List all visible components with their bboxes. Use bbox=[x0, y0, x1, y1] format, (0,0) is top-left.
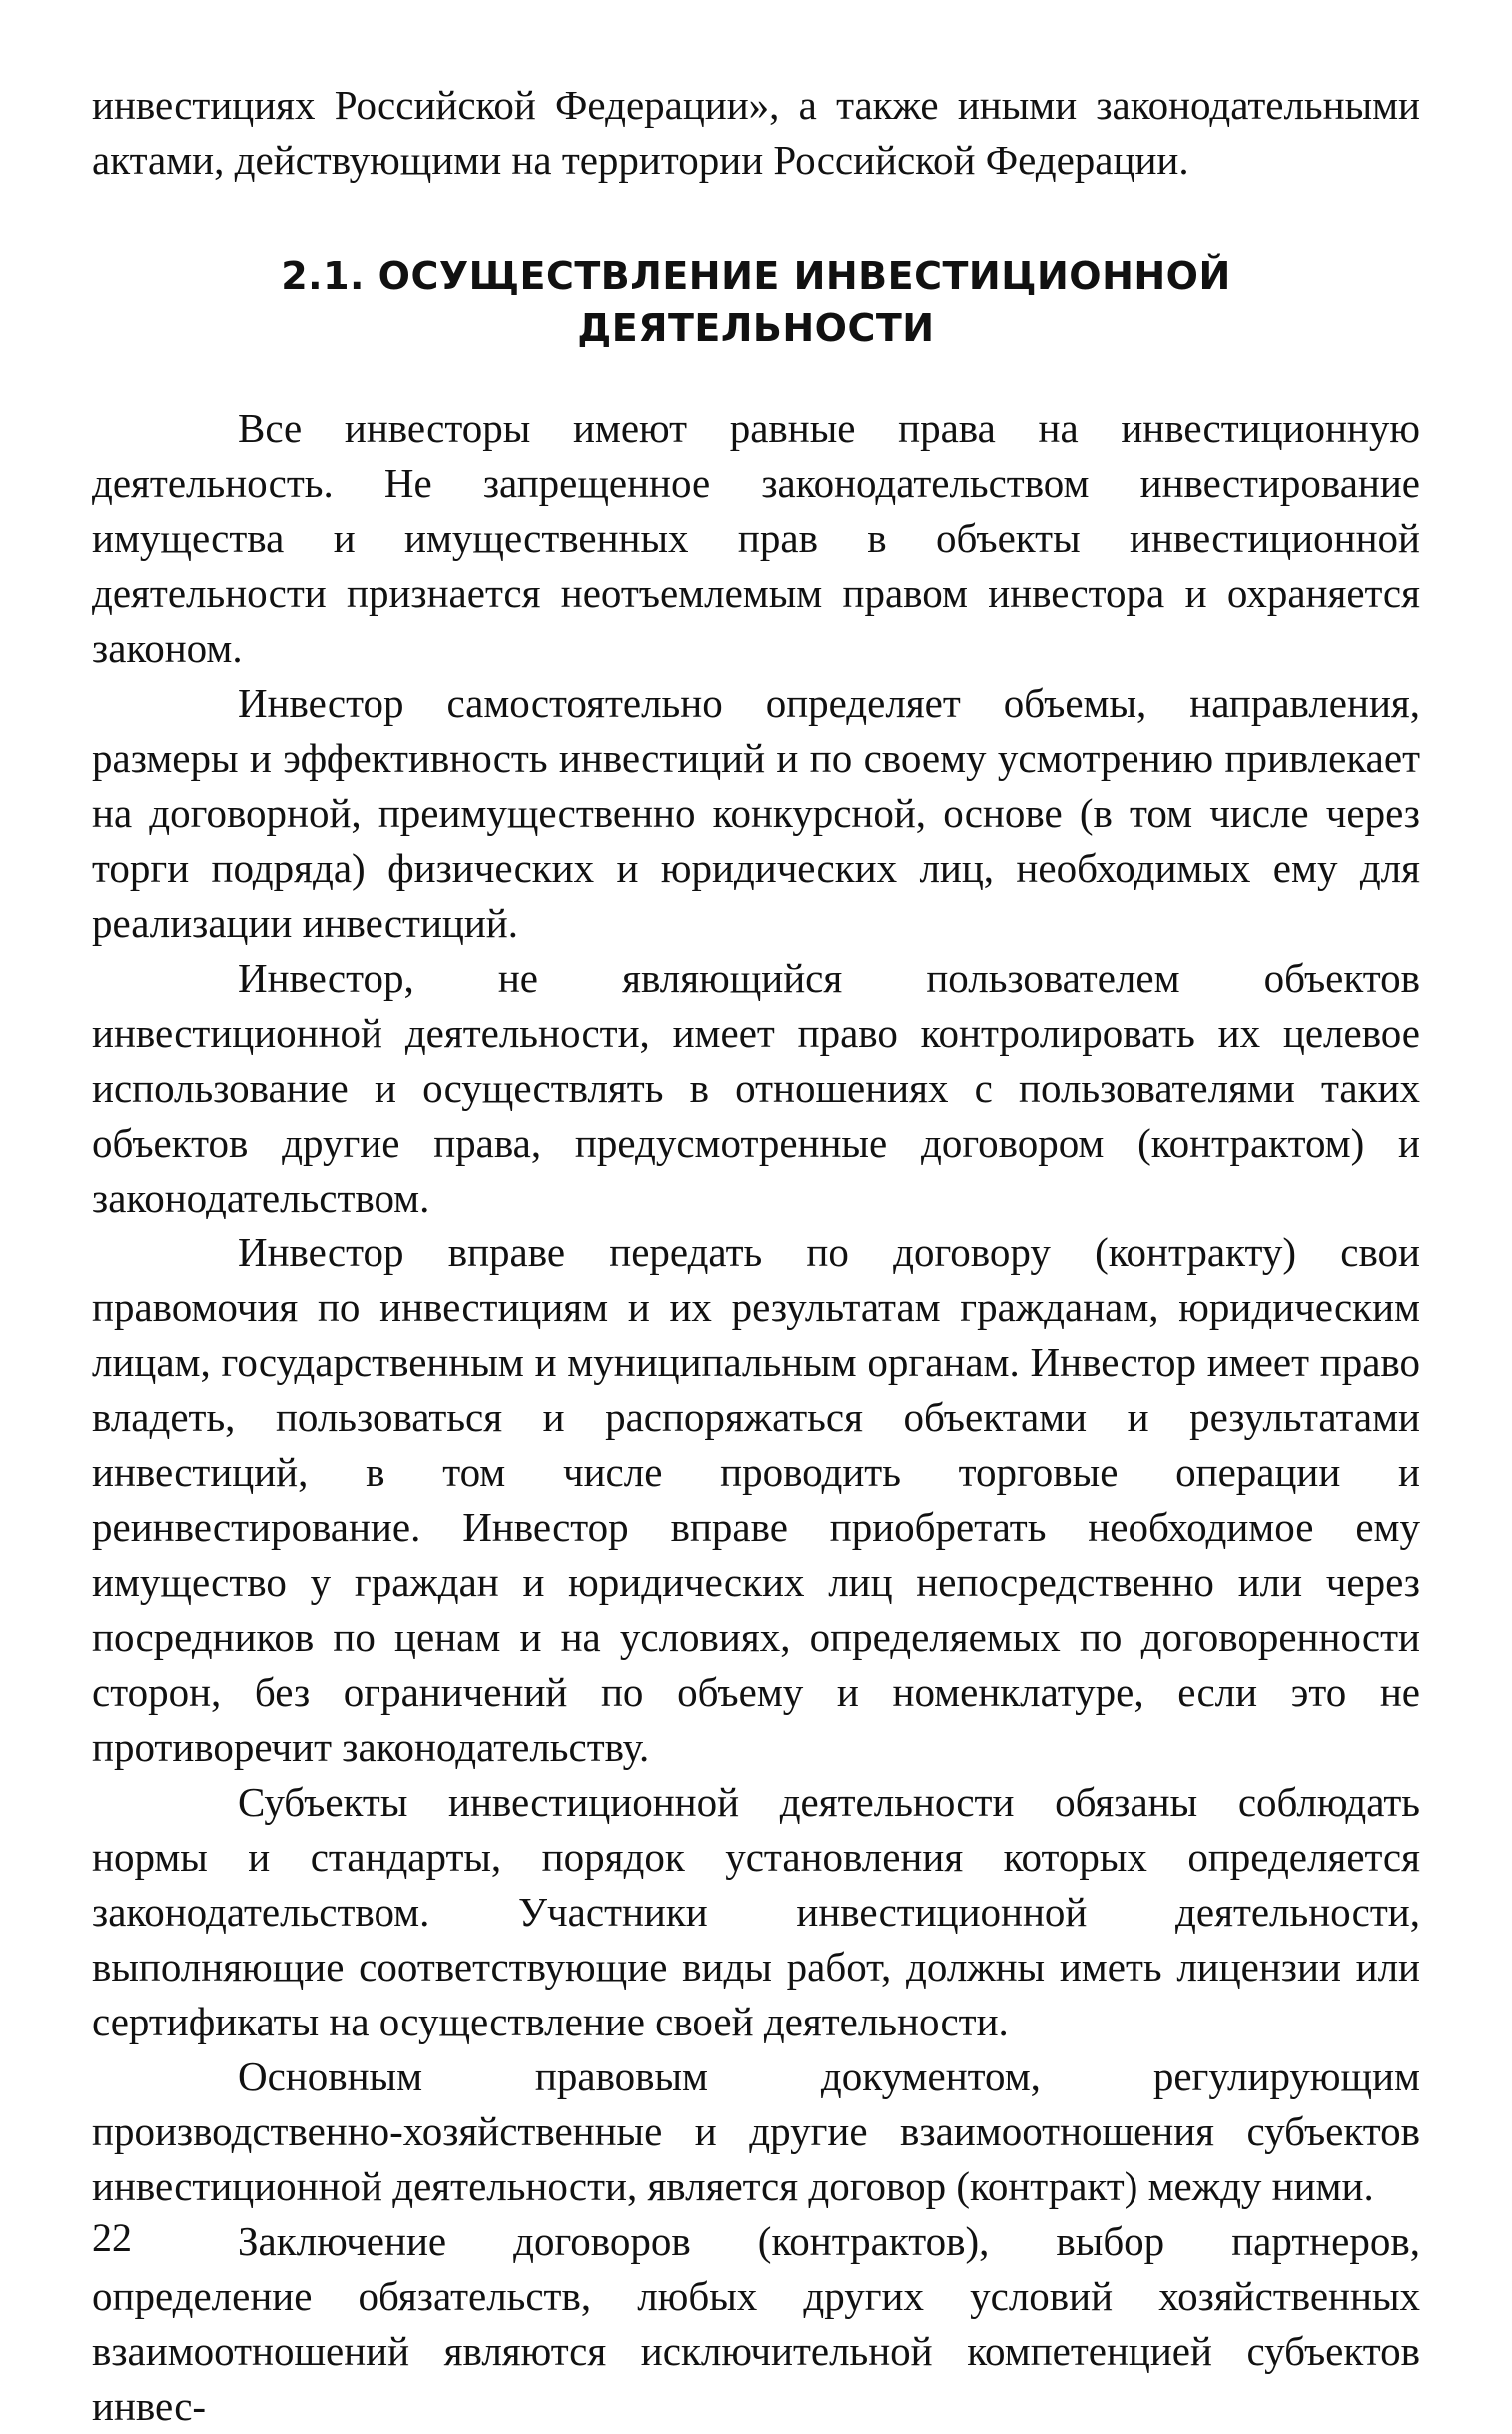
page-body bbox=[92, 78, 1420, 2434]
section-heading bbox=[92, 250, 1420, 354]
paragraph-investor-rights-transfer: Инвестор вправе передать по договору (контракту) свои правомочия по инвестициям и их результатам гражданам, юридическим лицам, государственным и муниципальным органам. Инвестор имеет право владеть, пользоваться и распоряжаться объектами и результатами инвестиций, в том числе проводить торговые операции и реинвестирование. Инвестор вправе приобретать необходимое ему имущество у граждан и юридических лиц непосредственно или через посредников по ценам и на условиях, определяемых по договоренности сторон, без ограничений по объему и номенклатуре, если это не противоречит законодательству. bbox=[92, 1229, 1420, 1770]
paragraph-subjects-obligations: Субъекты инвестиционной деятельности обязаны соблюдать нормы и стандарты, порядок установления которых определяется законодательством. Участники инвестиционной деятельности, выполняющие соответствующие виды работ, должны иметь лицензии или сертификаты на осуществление своей деятельности. bbox=[92, 1779, 1420, 2044]
section-heading-line-2: ДЕЯТЕЛЬНОСТИ bbox=[577, 306, 935, 350]
paragraph-main-legal-document: Основным правовым документом, регулирующим производственно-хозяйственные и другие взаимоотношения субъектов инвестиционной деятельности, является договор (контракт) между ними. bbox=[92, 2053, 1420, 2209]
paragraph-equal-rights: Все инвесторы имеют равные права на инвестиционную деятельность. Не запрещенное законодательством инвестирование имущества и имущественных прав в объекты инвестиционной деятельности признается неотъемлемым правом инвестора и охраняется законом. bbox=[92, 406, 1420, 671]
intro-paragraph: инвестициях Российской Федерации», а также иными законодательными актами, действующими на территории Российской Федерации. bbox=[92, 82, 1420, 183]
section-heading-line-1: 2.1. ОСУЩЕСТВЛЕНИЕ ИНВЕСТИЦИОННОЙ bbox=[281, 254, 1231, 298]
paragraph-investor-determines: Инвестор самостоятельно определяет объемы, направления, размеры и эффективность инвестиций и по своему усмотрению привлекает на договорной, преимущественно конкурсной, основе (в том числе через торги подряда) физических и юридических лиц, необходимых ему для реализации инвестиций. bbox=[92, 680, 1420, 946]
page-number: 22 bbox=[92, 2215, 132, 2260]
paragraph-contracts-conclusion: Заключение договоров (контрактов), выбор партнеров, определение обязательств, любых других условий хозяйственных взаимоотношений являются исключительной компетенцией субъектов инвес- bbox=[92, 2218, 1420, 2429]
paragraph-investor-control: Инвестор, не являющийся пользователем объектов инвестиционной деятельности, имеет право контролировать их целевое использование и осуществлять в отношениях с пользователями таких объектов другие права, предусмотренные договором (контрактом) и законодательством. bbox=[92, 955, 1420, 1220]
